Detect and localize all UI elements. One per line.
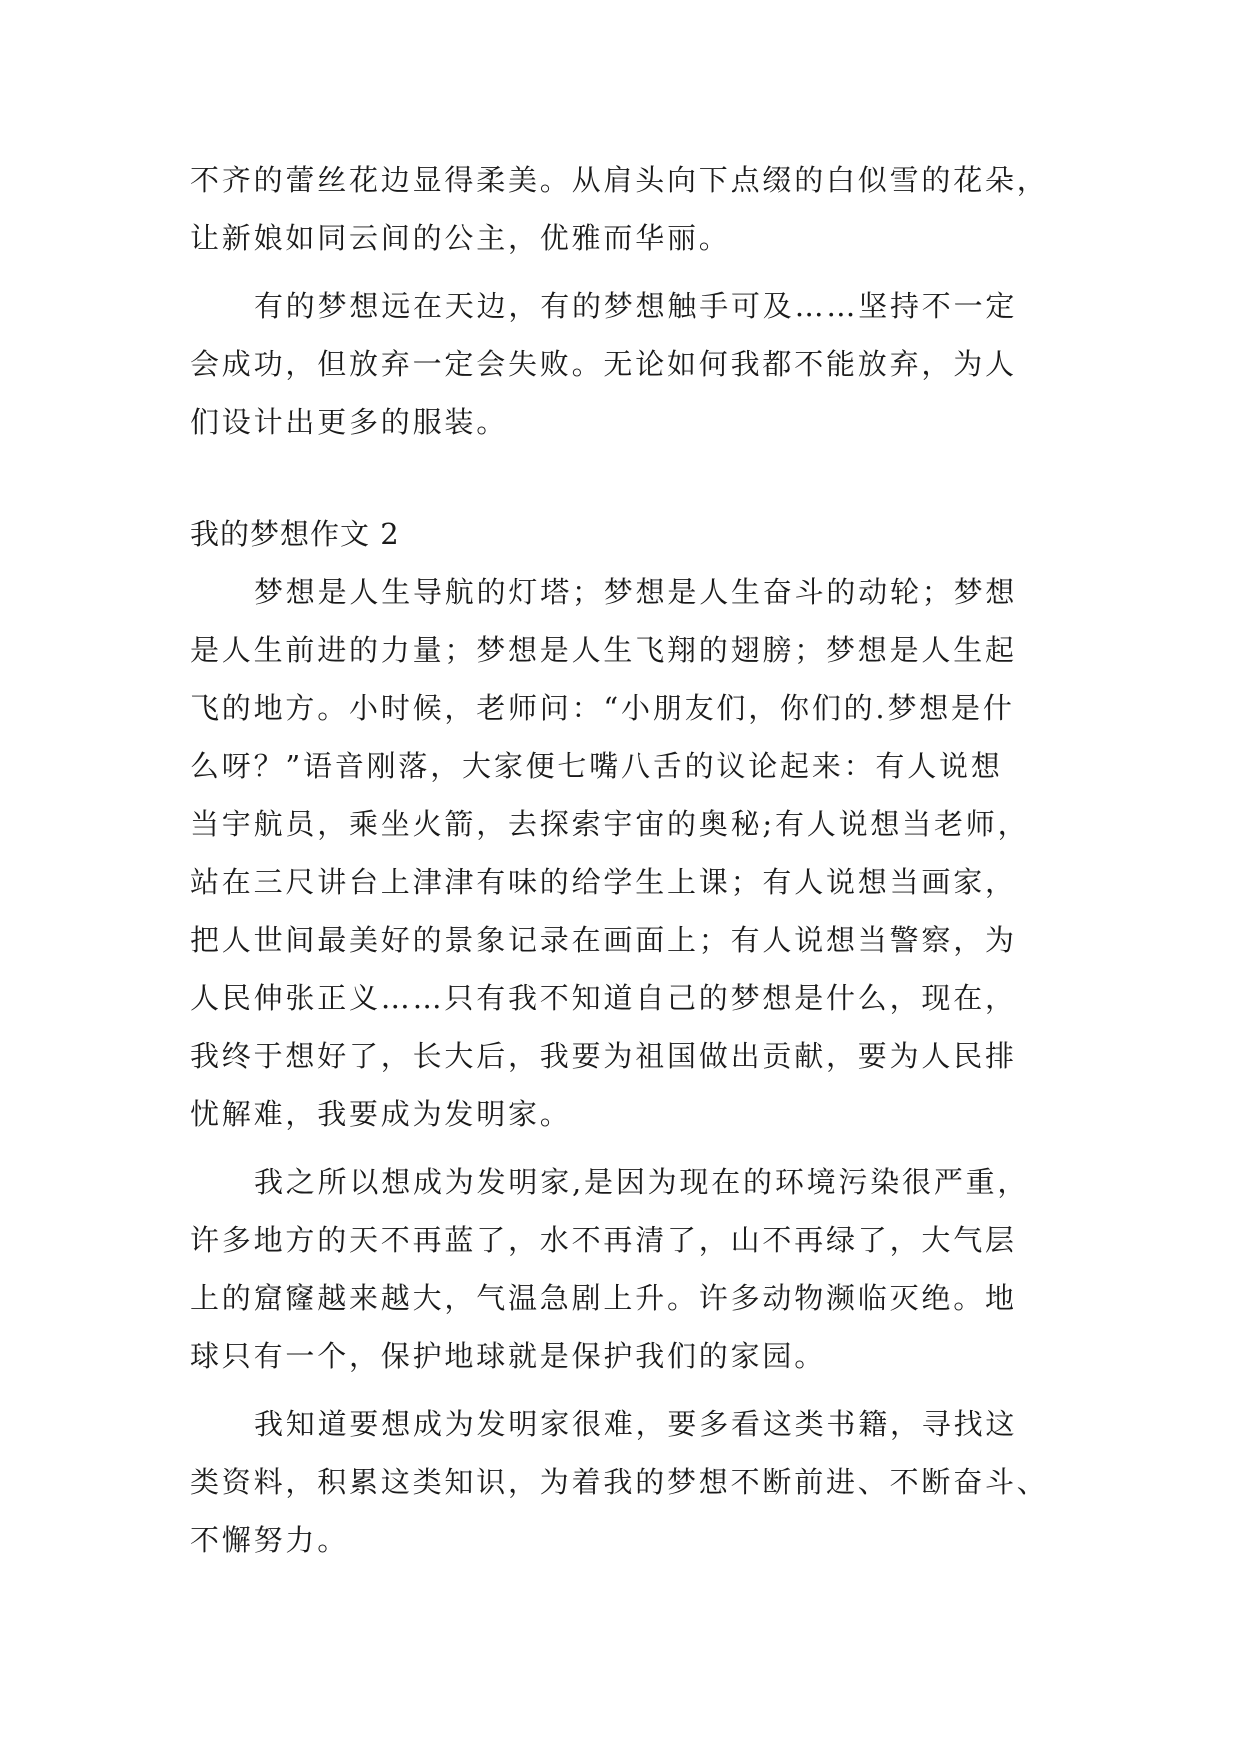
text-line: 许多地方的天不再蓝了，水不再清了，山不再绿了，大气层 <box>190 1223 1017 1257</box>
paragraph-start: 我知道要想成为发明家很难，要多看这类书籍，寻找这 <box>254 1407 1018 1441</box>
text-line: 不齐的蕾丝花边显得柔美。从肩头向下点缀的白似雪的花朵， <box>190 163 1049 197</box>
text-line: 么呀？”语音刚落，大家便七嘴八舌的议论起来：有人说想 <box>190 749 1003 783</box>
text-line: 会成功，但放弃一定会失败。无论如何我都不能放弃，为人 <box>190 347 1017 381</box>
text-line: 我终于想好了，长大后，我要为祖国做出贡献，要为人民排 <box>190 1039 1017 1073</box>
paragraph-start: 梦想是人生导航的灯塔；梦想是人生奋斗的动轮；梦想 <box>254 575 1018 609</box>
text-line: 把人世间最美好的景象记录在画面上；有人说想当警察，为 <box>190 923 1017 957</box>
text-line: 忧解难，我要成为发明家。 <box>190 1097 572 1131</box>
text-line: 站在三尺讲台上津津有味的给学生上课；有人说想当画家， <box>190 865 1017 899</box>
text-line: 让新娘如同云间的公主，优雅而华丽。 <box>190 221 731 255</box>
text-line: 们设计出更多的服装。 <box>190 405 509 439</box>
paragraph-start: 有的梦想远在天边，有的梦想触手可及……坚持不一定 <box>254 289 1018 323</box>
text-line: 是人生前进的力量；梦想是人生飞翔的翅膀；梦想是人生起 <box>190 633 1017 667</box>
text-line: 类资料，积累这类知识，为着我的梦想不断前进、不断奋斗、 <box>190 1465 1049 1499</box>
paragraph-start: 我之所以想成为发明家,是因为现在的环境污染很严重， <box>254 1165 1030 1199</box>
text-line: 人民伸张正义……只有我不知道自己的梦想是什么，现在， <box>190 981 1017 1015</box>
text-line: 球只有一个，保护地球就是保护我们的家园。 <box>190 1339 827 1373</box>
text-line: 不懈努力。 <box>190 1523 350 1557</box>
text-line: 当宇航员，乘坐火箭，去探索宇宙的奥秘;有人说想当老师， <box>190 807 1030 841</box>
section-title: 我的梦想作文 2 <box>190 517 400 551</box>
text-line: 上的窟窿越来越大，气温急剧上升。许多动物濒临灭绝。地 <box>190 1281 1017 1315</box>
text-line: 飞的地方。小时候，老师问：“小朋友们，你们的.梦想是什 <box>190 691 1015 725</box>
